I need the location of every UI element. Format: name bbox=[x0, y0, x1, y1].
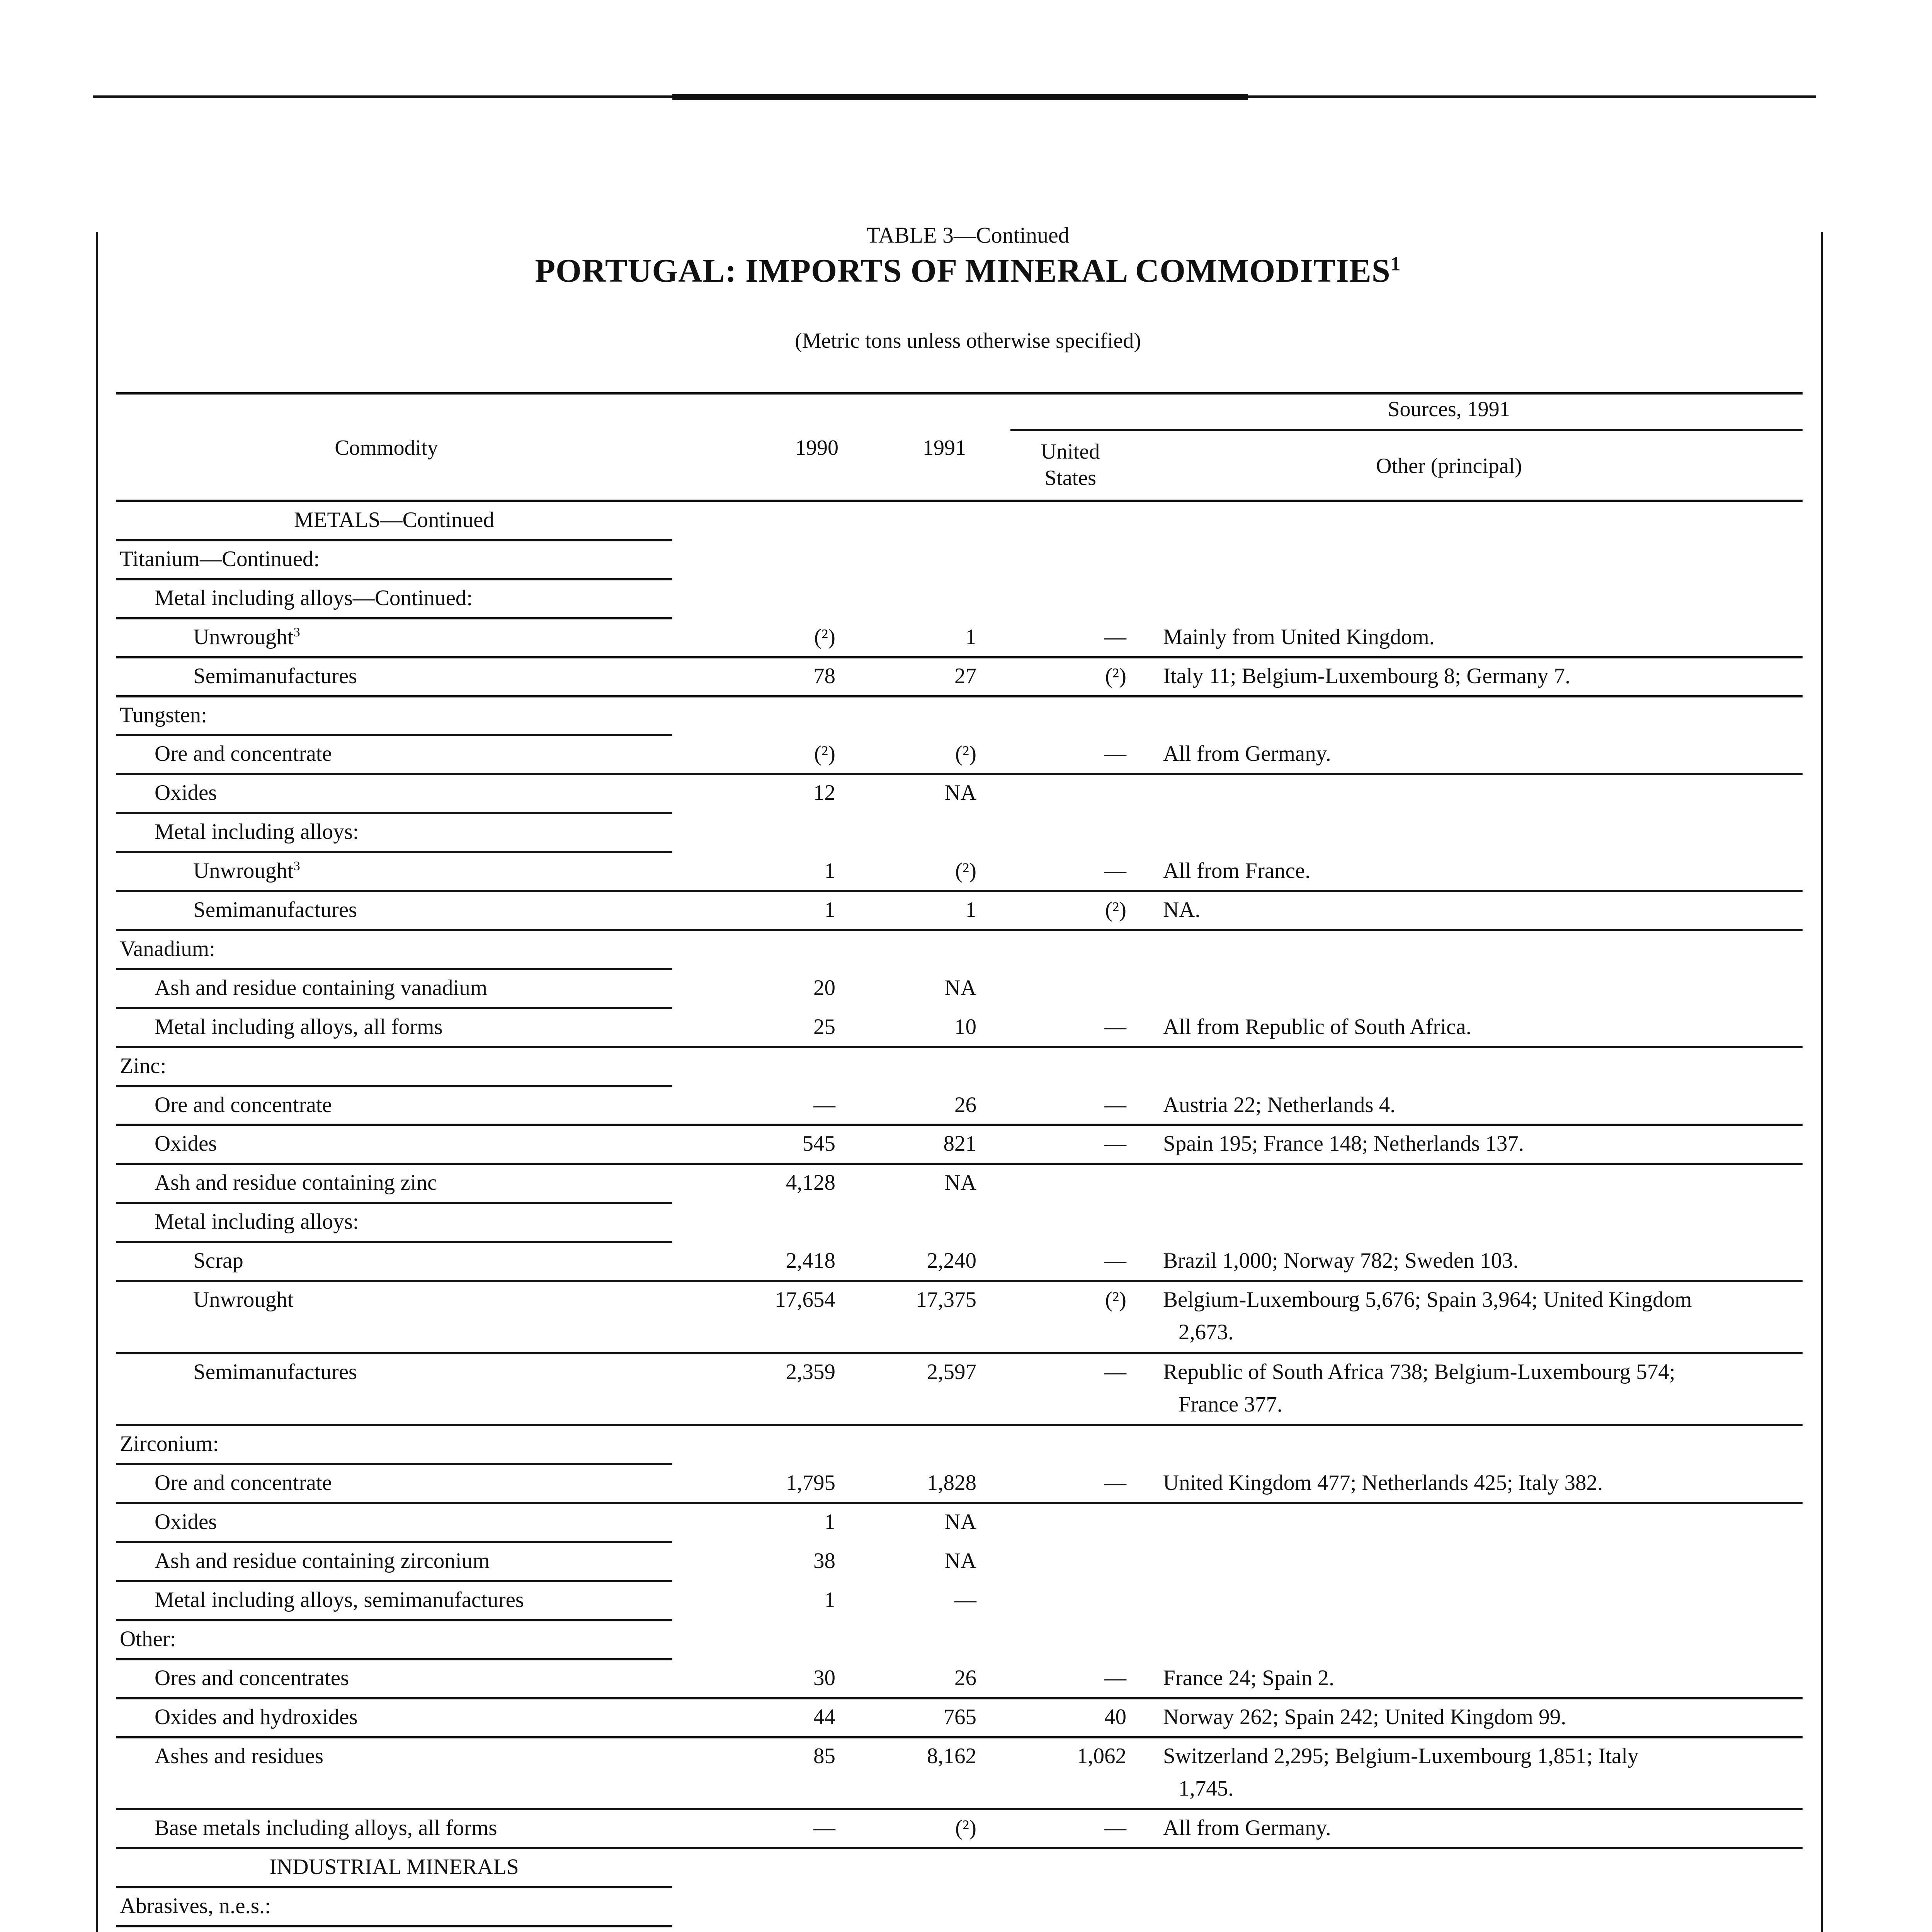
row-rule bbox=[116, 656, 1803, 658]
other-sources: Spain 195; France 148; Netherlands 137. bbox=[1163, 1131, 1524, 1156]
row-rule bbox=[116, 1352, 1803, 1354]
commodity-label: Metal including alloys, all forms bbox=[155, 1014, 443, 1039]
row-rule bbox=[116, 539, 672, 541]
us-header: United States bbox=[1041, 440, 1100, 490]
value-united-states: (²) bbox=[1105, 1287, 1126, 1312]
other-sources: Belgium-Luxembourg 5,676; Spain 3,964; United Kingdom bbox=[1163, 1287, 1692, 1312]
year-1991-header: 1991 bbox=[923, 436, 966, 460]
row-rule bbox=[116, 773, 1803, 775]
other-sources: United Kingdom 477; Netherlands 425; Italy 382. bbox=[1163, 1471, 1603, 1495]
row-rule bbox=[116, 1886, 672, 1888]
commodity-label: Titanium—Continued: bbox=[120, 546, 320, 571]
value-1990: 1 bbox=[824, 898, 835, 922]
other-header: Other (principal) bbox=[1376, 454, 1522, 478]
value-1990: 2,359 bbox=[786, 1359, 835, 1384]
row-rule bbox=[116, 968, 672, 970]
table-label: TABLE 3—Continued bbox=[866, 223, 1070, 248]
other-sources: Mainly from United Kingdom. bbox=[1163, 624, 1435, 649]
row-rule bbox=[116, 1697, 1803, 1699]
value-1991: 8,162 bbox=[927, 1743, 976, 1768]
commodity-label: Semimanufactures bbox=[193, 898, 357, 922]
other-sources: Austria 22; Netherlands 4. bbox=[1163, 1092, 1396, 1117]
value-united-states: 1,062 bbox=[1077, 1743, 1126, 1768]
value-1990: 44 bbox=[813, 1704, 835, 1729]
value-1990: — bbox=[813, 1092, 835, 1117]
other-sources bbox=[1163, 1929, 1489, 1932]
commodity-label: Unwrought bbox=[193, 1287, 294, 1312]
row-rule bbox=[116, 1619, 672, 1621]
other-sources: France 24; Spain 2. bbox=[1163, 1665, 1335, 1690]
value-1991: 26 bbox=[954, 1092, 976, 1117]
sources-rule bbox=[1010, 429, 1803, 431]
value-1990: 1 bbox=[824, 859, 835, 883]
value-united-states: — bbox=[1104, 859, 1126, 883]
other-sources: Norway 262; Spain 242; United Kingdom 99. bbox=[1163, 1704, 1566, 1729]
section-heading: METALS—Continued bbox=[294, 508, 494, 532]
commodity-label: Base metals including alloys, all forms bbox=[155, 1816, 497, 1840]
value-1990: 38 bbox=[813, 1549, 835, 1573]
commodity-label: Ore and concentrate bbox=[155, 1092, 332, 1117]
commodity-label: Ore and concentrate bbox=[155, 742, 332, 766]
other-sources: Switzerland 2,295; Belgium-Luxembourg 1,851; Italy bbox=[1163, 1743, 1639, 1768]
row-rule bbox=[116, 1502, 1803, 1504]
row-rule bbox=[116, 890, 1803, 892]
value-1990 bbox=[696, 1929, 835, 1932]
value-united-states: — bbox=[1104, 1248, 1126, 1273]
row-rule bbox=[116, 1658, 672, 1660]
commodity-label: Oxides bbox=[155, 1131, 217, 1156]
value-1990: 78 bbox=[813, 663, 835, 688]
value-1990: 85 bbox=[813, 1743, 835, 1768]
commodity-label: Metal including alloys, semimanufactures bbox=[155, 1587, 524, 1612]
value-1990: 1,795 bbox=[786, 1471, 835, 1495]
commodity-label: Vanadium: bbox=[120, 936, 215, 961]
left-margin-rule bbox=[96, 232, 98, 1932]
value-united-states: — bbox=[1104, 624, 1126, 649]
table-title: PORTUGAL: IMPORTS OF MINERAL COMMODITIES$^1$ bbox=[535, 252, 1401, 289]
row-rule bbox=[116, 812, 672, 814]
commodity-label bbox=[155, 1929, 509, 1932]
value-united-states: 40 bbox=[1104, 1704, 1126, 1729]
commodity-label: Metal including alloys: bbox=[155, 1209, 359, 1234]
value-1991: 1,828 bbox=[927, 1471, 976, 1495]
row-rule bbox=[116, 1736, 1803, 1738]
commodity-label: Semimanufactures bbox=[193, 663, 357, 688]
value-1991: 821 bbox=[943, 1131, 976, 1156]
sources-header: Sources, 1991 bbox=[1388, 397, 1510, 421]
commodity-label: Tungsten: bbox=[120, 702, 207, 727]
value-1991: — bbox=[954, 1587, 976, 1612]
right-margin-rule bbox=[1821, 232, 1823, 1932]
value-united-states: — bbox=[1104, 1471, 1126, 1495]
value-united-states: — bbox=[1104, 742, 1126, 766]
value-1991: NA bbox=[944, 975, 976, 1000]
commodity-label: Ash and residue containing vanadium bbox=[155, 975, 488, 1000]
row-rule bbox=[116, 734, 672, 736]
value-1990: (²) bbox=[814, 624, 835, 649]
value-1990: 17,654 bbox=[775, 1287, 835, 1312]
value-1991: 10 bbox=[954, 1014, 976, 1039]
value-1990: — bbox=[813, 1816, 835, 1840]
commodity-label: Metal including alloys—Continued: bbox=[155, 585, 473, 610]
other-sources-cont: 2,673. bbox=[1179, 1320, 1234, 1344]
row-rule bbox=[116, 695, 1803, 697]
row-rule bbox=[116, 1424, 1803, 1426]
value-1991: NA bbox=[944, 1549, 976, 1573]
commodity-label: Unwrought$^3$ bbox=[193, 859, 300, 883]
commodity-label: Ashes and residues bbox=[155, 1743, 323, 1768]
other-sources: All from Republic of South Africa. bbox=[1163, 1014, 1471, 1039]
row-rule bbox=[116, 1124, 1803, 1126]
value-1991: 26 bbox=[954, 1665, 976, 1690]
commodity-label: Ore and concentrate bbox=[155, 1471, 332, 1495]
other-sources: Republic of South Africa 738; Belgium-Luxembourg 574; bbox=[1163, 1359, 1675, 1384]
value-1990: 2,418 bbox=[786, 1248, 835, 1273]
other-sources: All from Germany. bbox=[1163, 1816, 1331, 1840]
other-sources: NA. bbox=[1163, 898, 1201, 922]
commodity-label: Zinc: bbox=[120, 1053, 167, 1078]
value-1991: NA bbox=[944, 781, 976, 805]
other-sources: Brazil 1,000; Norway 782; Sweden 103. bbox=[1163, 1248, 1519, 1273]
row-rule bbox=[116, 1925, 672, 1927]
commodity-label: Abrasives, n.e.s.: bbox=[120, 1893, 271, 1918]
other-sources-cont: France 377. bbox=[1179, 1392, 1283, 1417]
value-1991: 1 bbox=[965, 898, 976, 922]
value-united-states: (²) bbox=[1105, 663, 1126, 688]
other-sources: All from France. bbox=[1163, 859, 1311, 883]
value-1991: 765 bbox=[943, 1704, 976, 1729]
value-1991: NA bbox=[944, 1510, 976, 1534]
value-united-states: — bbox=[1104, 1014, 1126, 1039]
row-rule bbox=[116, 617, 672, 619]
header-bottom-rule bbox=[116, 500, 1803, 502]
value-1991: (²) bbox=[955, 742, 976, 766]
value-1990: 4,128 bbox=[786, 1170, 835, 1195]
commodity-label: Metal including alloys: bbox=[155, 820, 359, 844]
value-united-states: (²) bbox=[1105, 898, 1126, 922]
value-1991: 1 bbox=[965, 624, 976, 649]
value-1990: 12 bbox=[813, 781, 835, 805]
commodity-label: Ash and residue containing zirconium bbox=[155, 1549, 490, 1573]
header-top-rule bbox=[116, 392, 1803, 395]
row-rule bbox=[116, 851, 672, 853]
row-rule bbox=[116, 1163, 1803, 1165]
row-rule bbox=[116, 1007, 672, 1009]
value-1991: (²) bbox=[955, 1816, 976, 1840]
row-rule bbox=[116, 578, 672, 580]
row-rule bbox=[116, 929, 1803, 931]
value-united-states: — bbox=[1104, 1816, 1126, 1840]
commodity-label: Scrap bbox=[193, 1248, 243, 1273]
value-1991: NA bbox=[944, 1170, 976, 1195]
commodity-label: Oxides and hydroxides bbox=[155, 1704, 358, 1729]
other-sources: All from Germany. bbox=[1163, 742, 1331, 766]
commodity-label: Oxides bbox=[155, 781, 217, 805]
value-1991: 17,375 bbox=[916, 1287, 976, 1312]
value-united-states: — bbox=[1104, 1359, 1126, 1384]
year-1990-header: 1990 bbox=[795, 436, 838, 460]
value-1991: (²) bbox=[955, 859, 976, 883]
value-united-states: — bbox=[1104, 1665, 1126, 1690]
value-1990: 1 bbox=[824, 1510, 835, 1534]
value-1990: 545 bbox=[802, 1131, 835, 1156]
row-rule bbox=[116, 1847, 1803, 1849]
commodity-label: Oxides bbox=[155, 1510, 217, 1534]
value-1990: (²) bbox=[814, 742, 835, 766]
value-united-states: — bbox=[1104, 1131, 1126, 1156]
row-rule bbox=[116, 1085, 672, 1087]
row-rule bbox=[116, 1808, 1803, 1810]
commodity-label: Ores and concentrates bbox=[155, 1665, 349, 1690]
other-sources-cont: 1,745. bbox=[1179, 1776, 1234, 1801]
row-rule bbox=[116, 1280, 1803, 1282]
value-1991 bbox=[850, 1929, 976, 1932]
top-rule-accent bbox=[672, 94, 1248, 100]
row-rule bbox=[116, 1541, 672, 1543]
commodity-label: Other: bbox=[120, 1626, 176, 1651]
row-rule bbox=[116, 1580, 672, 1582]
value-1990: 30 bbox=[813, 1665, 835, 1690]
commodity-label: Semimanufactures bbox=[193, 1359, 357, 1384]
value-1991: 2,240 bbox=[927, 1248, 976, 1273]
other-sources: Italy 11; Belgium-Luxembourg 8; Germany 7. bbox=[1163, 663, 1571, 688]
commodity-label: Ash and residue containing zinc bbox=[155, 1170, 437, 1195]
row-rule bbox=[116, 1241, 672, 1243]
table-units: (Metric tons unless otherwise specified) bbox=[795, 329, 1141, 353]
commodity-label: Unwrought$^3$ bbox=[193, 624, 300, 649]
value-1990: 20 bbox=[813, 975, 835, 1000]
row-rule bbox=[116, 1046, 1803, 1048]
value-1990: 1 bbox=[824, 1587, 835, 1612]
value-1991: 2,597 bbox=[927, 1359, 976, 1384]
section-heading: INDUSTRIAL MINERALS bbox=[269, 1855, 519, 1879]
value-1991: 27 bbox=[954, 663, 976, 688]
value-united-states bbox=[1024, 1929, 1126, 1932]
commodity-header: Commodity bbox=[335, 436, 438, 460]
value-united-states: — bbox=[1104, 1092, 1126, 1117]
value-1990: 25 bbox=[813, 1014, 835, 1039]
commodity-label: Zirconium: bbox=[120, 1432, 219, 1456]
row-rule bbox=[116, 1463, 672, 1465]
row-rule bbox=[116, 1202, 672, 1204]
